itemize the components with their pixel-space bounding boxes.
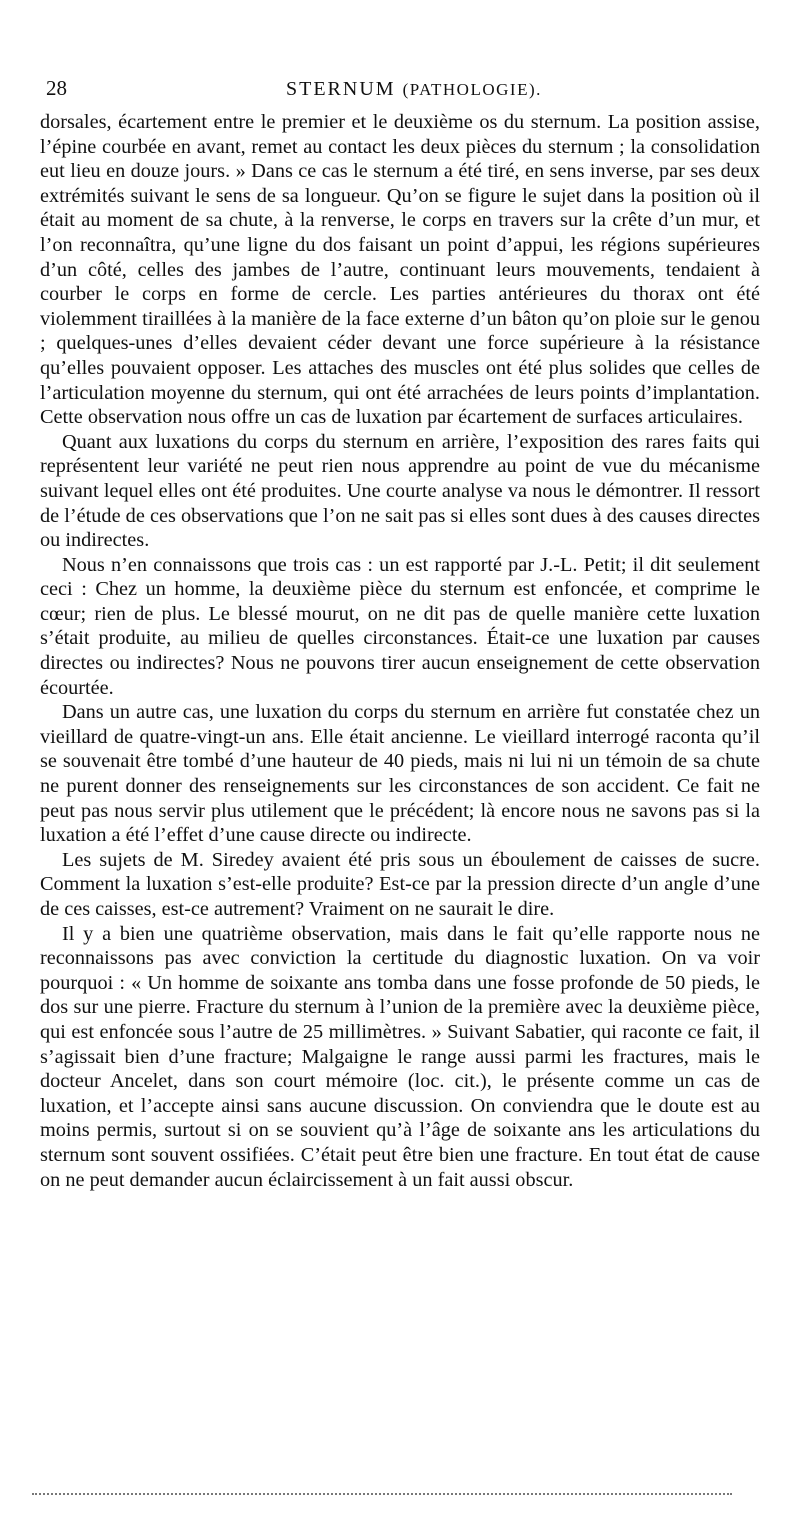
running-title-subtitle: (PATHOLOGIE).	[402, 80, 542, 99]
running-title	[286, 78, 542, 101]
footer-dotted-rule	[32, 1487, 732, 1495]
running-title-main: STERNUM	[286, 78, 396, 100]
page-header	[40, 72, 760, 110]
body-text	[40, 110, 760, 1192]
paragraph: Quant aux luxations du corps du sternum en arrière, l’exposition des rares faits qui représentent leur variété ne peut rien nous apprendre au point de vue du mécanisme suivant lequel elles ont été produites. Une courte analyse va nous le démontrer. Il ressort de l’étude de ces observations que l’on ne sait pas si elles sont dues à des causes directes ou indirectes.	[40, 430, 760, 552]
paragraph: Les sujets de M. Siredey avaient été pris sous un éboulement de caisses de sucre. Comment la luxation s’est-elle produite? Est-ce par la pression directe d’un angle d’une de ces caisses, est-ce autrement? Vraiment on ne saurait le dire.	[40, 848, 760, 920]
paragraph: Il y a bien une quatrième observation, mais dans le fait qu’elle rapporte nous ne reconnaissons pas avec conviction la certitude du diagnostic luxation. On va voir pourquoi : « Un homme de soixante ans tomba dans une fosse profonde de 50 pieds, le dos sur une pierre. Fracture du sternum à l’union de la première avec la deuxième pièce, qui est enfoncée sous l’autre de 25 millimètres. » Suivant Sabatier, qui raconte ce fait, il s’agissait bien d’une fracture; Malgaigne le range aussi parmi les fractures, mais le docteur Ancelet, dans son court mémoire (loc. cit.), le présente comme un cas de luxation, et l’accepte ainsi sans aucune discussion. On conviendra que le doute est au moins permis, surtout si on se souvient qu’à l’âge de soixante ans les articulations du sternum sont souvent ossifiées. C’était peut être bien une fracture. En tout état de cause on ne peut demander aucun éclaircissement à un fait aussi obscur.	[40, 922, 760, 1191]
paragraph: Dans un autre cas, une luxation du corps du sternum en arrière fut constatée chez un vieillard de quatre-vingt-un ans. Elle était ancienne. Le vieillard interrogé raconta qu’il se souvenait être tombé d’une hauteur de 40 pieds, mais ni lui ni un témoin de sa chute ne purent donner des renseignements sur les circonstances de son accident. Ce fait ne peut pas nous servir plus utilement que le précédent; là encore nous ne savons pas si la luxation a été l’effet d’une cause directe ou indirecte.	[40, 701, 760, 847]
paragraph: Nous n’en connaissons que trois cas : un est rapporté par J.-L. Petit; il dit seulement ceci : Chez un homme, la deuxième pièce du sternum est enfoncée, et comprime le cœur; rien de plus. Le blessé mourut, on ne dit pas de quelle manière cette luxation s’était produite, au milieu de quelles circonstances. Était-ce une luxation par causes directes ou indirectes? Nous ne pouvons tirer aucun enseignement de cette observation écourtée.	[40, 553, 760, 699]
page-number: 28	[46, 76, 67, 100]
paragraph: dorsales, écartement entre le premier et le deuxième os du sternum. La position assise, l’épine courbée en avant, remet au contact les deux pièces du sternum ; la consolidation eut lieu en douze jours. » Dans ce cas le sternum a été tiré, en sens inverse, par ses deux extrémités suivant le sens de sa longueur. Qu’on se figure le sujet dans la position où il était au moment de sa chute, à la renverse, le corps en travers sur la crête d’un mur, et l’on reconnaîtra, qu’une ligne du dos faisant un point d’appui, les régions supérieures d’un côté, celles des jambes de l’autre, continuant leurs mouvements, tendaient à courber le corps en forme de cercle. Les parties antérieures du thorax ont été violemment tiraillées à la manière de la face externe d’un bâton qu’on ploie sur le genou ; quelques-unes d’elles devaient céder devant une force supérieure à la résistance qu’elles pouvaient opposer. Les attaches des muscles ont été plus solides que celles de l’articulation moyenne du sternum, qui ont été arrachées de leurs points d’implantation. Cette observation nous offre un cas de luxation par écartement de surfaces articulaires.	[40, 111, 760, 429]
page	[40, 72, 760, 1192]
